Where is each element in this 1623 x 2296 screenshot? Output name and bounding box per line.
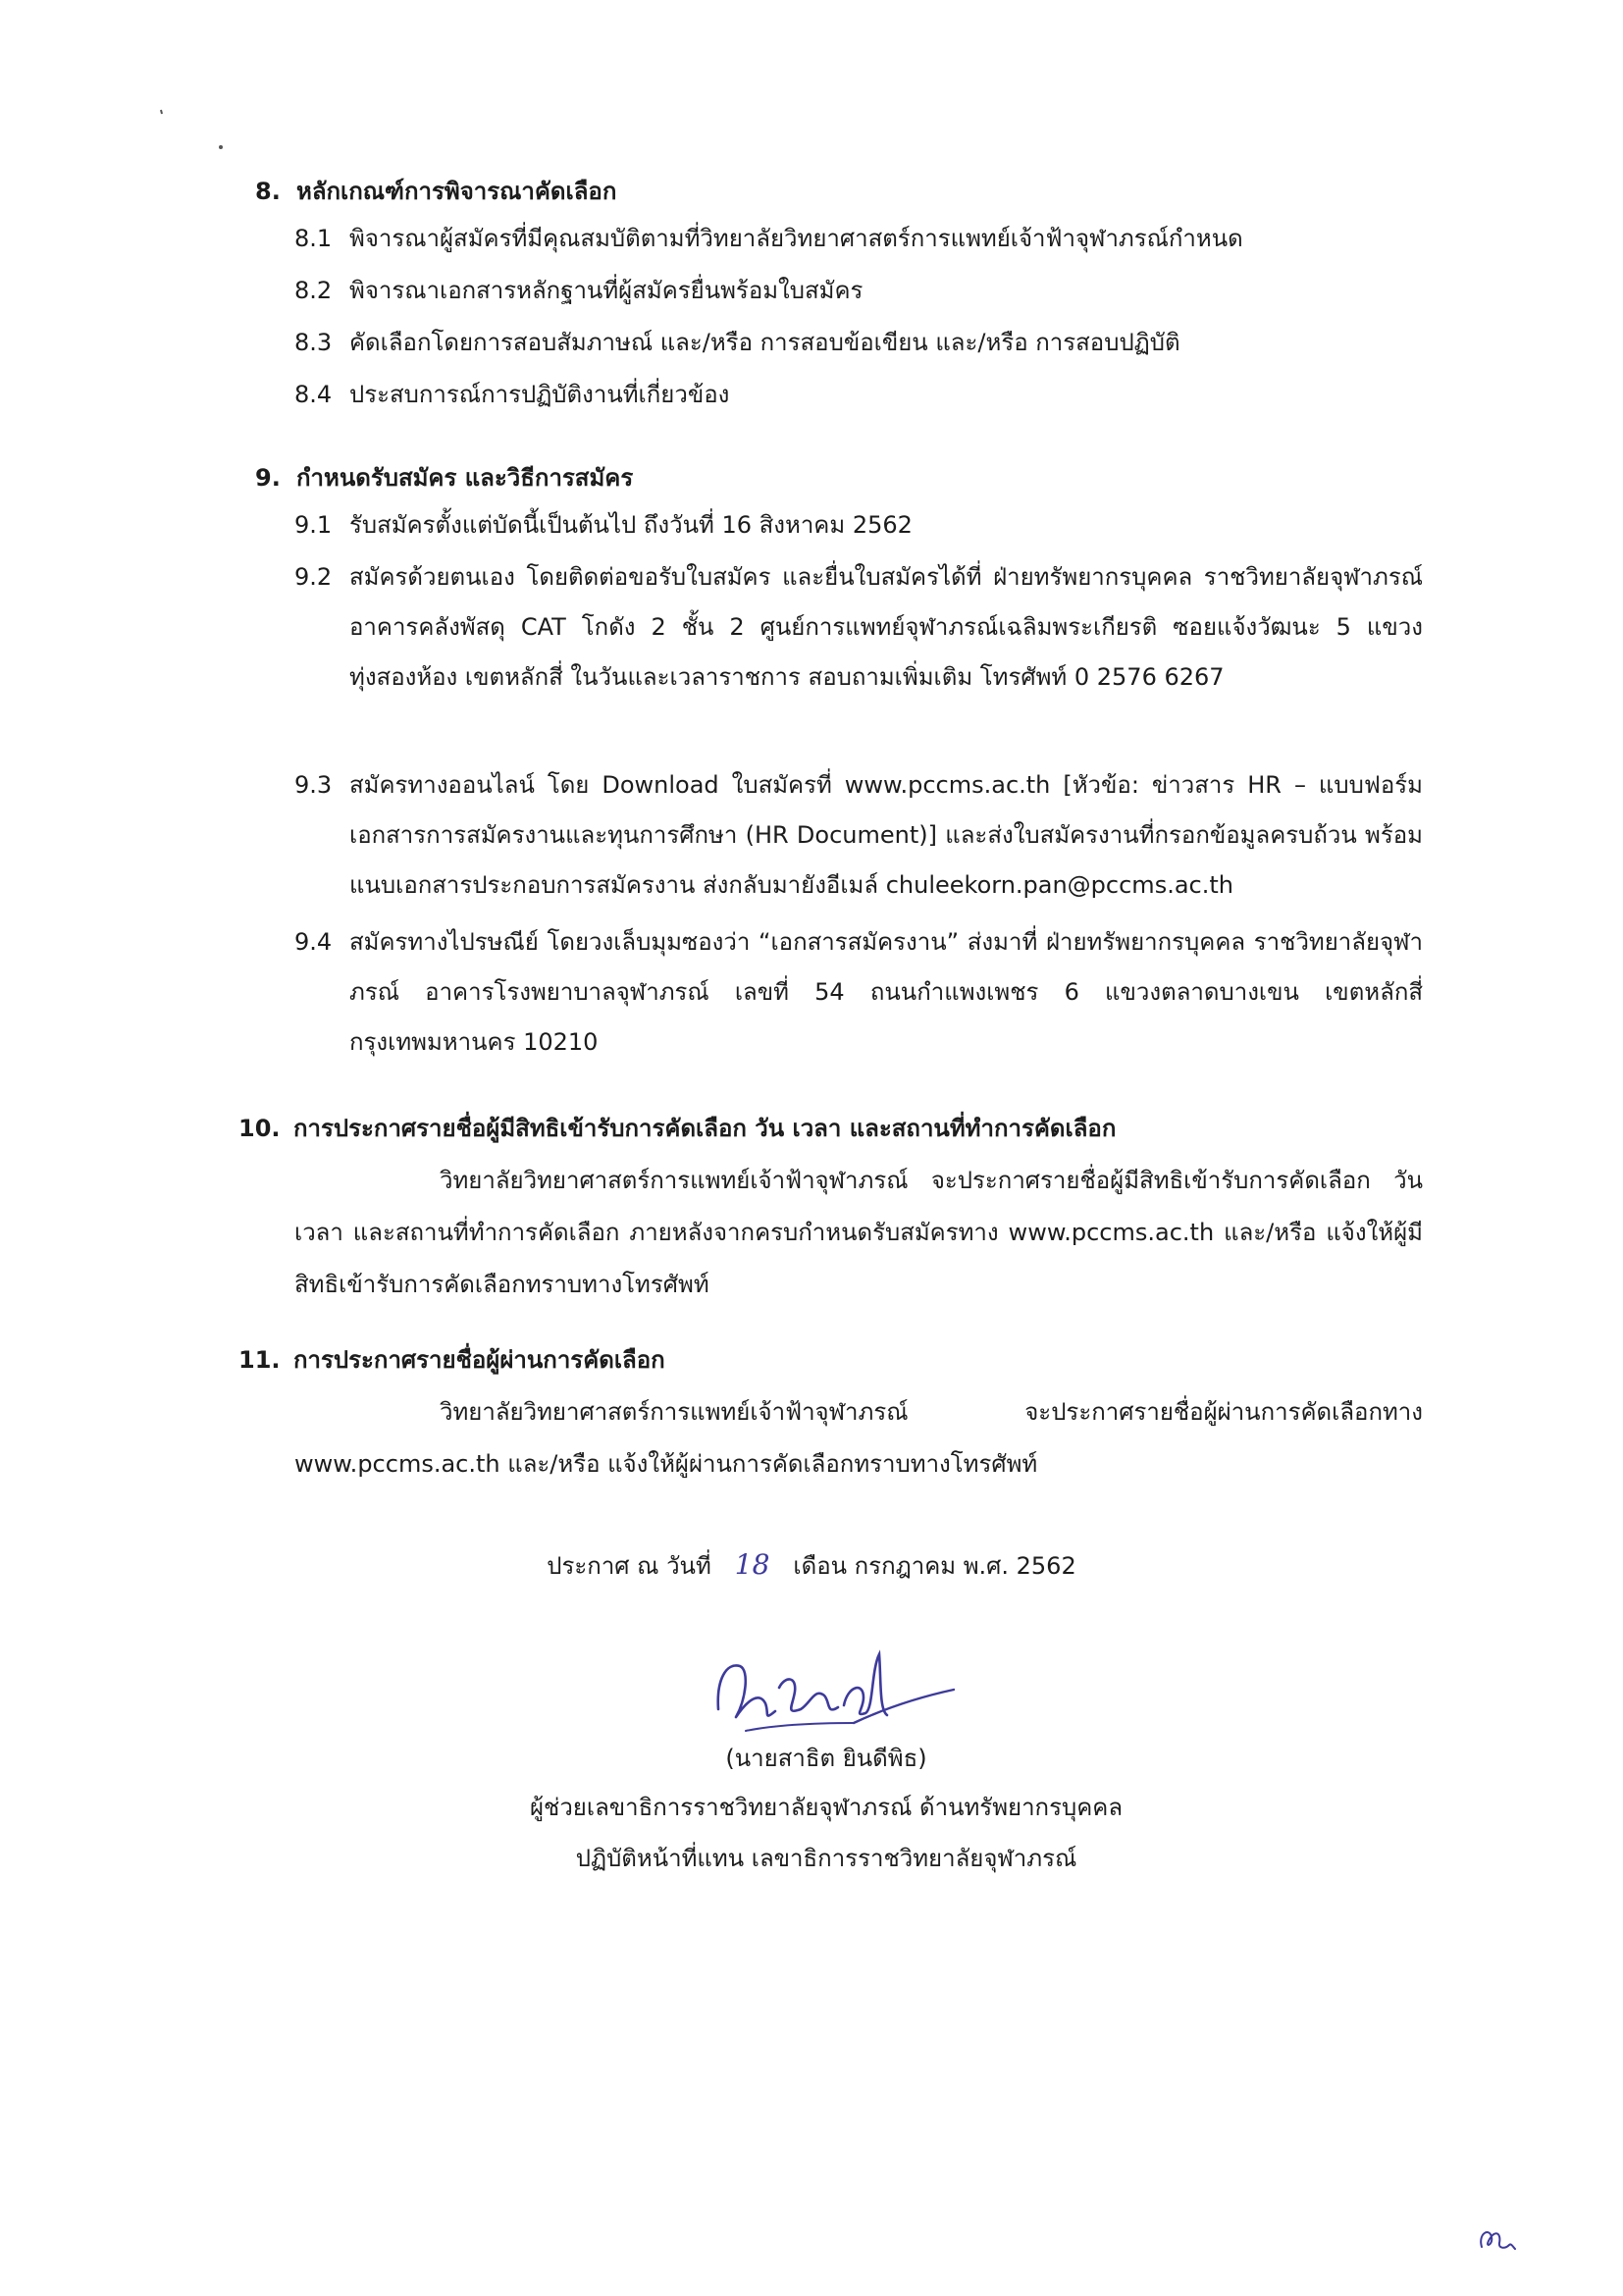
item-number: 8.2 [294, 277, 333, 304]
item-number: 9.3 [294, 771, 333, 799]
item-text: สมัครทางออนไลน์ โดย Download ใบสมัครที่ www.pccms.ac.th [หัวข้อ: ข่าวสาร HR – แบบฟอร์มเอกสารการสมัครงานและทุนการศึกษา (HR Document)] และส่งใบสมัครงานที่กรอกข้อมูลครบถ้วน พร้อมแนบเอกสารประกอบการสมัครงาน ส่งกลับมายังอีเมล์ chuleekorn.pan@pccms.ac.th [349, 771, 1423, 899]
item-text: รับสมัครตั้งแต่บัดนี้เป็นต้นไป ถึงวันที่ 16 สิงหาคม 2562 [349, 511, 913, 539]
section-9-number: 9. [255, 464, 281, 492]
item-text: พิจารณาเอกสารหลักฐานที่ผู้สมัครยื่นพร้อมใบสมัคร [349, 277, 864, 304]
item-text: สมัครทางไปรษณีย์ โดยวงเล็บมุมซองว่า “เอกสารสมัครงาน” ส่งมาที่ ฝ่ายทรัพยากรบุคคล ราชวิทยาลัยจุฬาภรณ์ อาคารโรงพยาบาลจุฬาภรณ์ เลขที่ 54 ถนนกำแพงเพชร 6 แขวงตลาดบางเขน เขตหลักสี่ กรุงเทพมหานคร 10210 [349, 928, 1423, 1056]
initials-mark [1472, 2219, 1521, 2259]
handwritten-signature [707, 1641, 962, 1748]
section-11-heading: การประกาศรายชื่อผู้ผ่านการคัดเลือก [293, 1346, 665, 1374]
item-9-4 [294, 917, 1423, 1068]
section-10-heading: การประกาศรายชื่อผู้มีสิทธิเข้ารับการคัดเลือก วัน เวลา และสถานที่ทำการคัดเลือก [293, 1115, 1117, 1142]
item-8-4 [294, 370, 1423, 420]
item-9-2 [294, 552, 1423, 703]
section-8-number: 8. [255, 178, 281, 205]
item-8-2 [294, 266, 1423, 316]
item-number: 8.1 [294, 225, 333, 252]
announcement-prefix: ประกาศ ณ วันที่ [547, 1552, 711, 1580]
section-10-number: 10. [238, 1115, 281, 1142]
section-11-paragraph: วิทยาลัยวิทยาศาสตร์การแพทย์เจ้าฟ้าจุฬาภรณ์ จะประกาศรายชื่อผู้ผ่านการคัดเลือกทาง www.pccms.ac.th และ/หรือ แจ้งให้ผู้ผ่านการคัดเลือกทราบทางโทรศัพท์ [294, 1398, 1423, 1478]
item-number: 9.4 [294, 928, 333, 956]
handwritten-day: 18 [734, 1548, 770, 1581]
item-text: ประสบการณ์การปฏิบัติงานที่เกี่ยวข้อง [349, 381, 730, 408]
item-8-3 [294, 318, 1423, 368]
item-number: 9.1 [294, 511, 333, 539]
scan-dot-mark [147, 98, 236, 157]
announcement-suffix: เดือน กรกฎาคม พ.ศ. 2562 [793, 1552, 1076, 1580]
signatory-position-line1: ผู้ช่วยเลขาธิการราชวิทยาลัยจุฬาภรณ์ ด้านทรัพยากรบุคคล [529, 1794, 1124, 1821]
item-9-1 [294, 500, 1423, 550]
item-text: สมัครด้วยตนเอง โดยติดต่อขอรับใบสมัคร และยื่นใบสมัครได้ที่ ฝ่ายทรัพยากรบุคคล ราชวิทยาลัยจุฬาภรณ์ อาคารคลังพัสดุ CAT โกดัง 2 ชั้น 2 ศูนย์การแพทย์จุฬาภรณ์เฉลิมพระเกียรติ ซอยแจ้งวัฒนะ 5 แขวงทุ่งสองห้อง เขตหลักสี่ ในวันและเวลาราชการ สอบถามเพิ่มเติม โทรศัพท์ 0 2576 6267 [349, 563, 1423, 691]
section-10-title [238, 1109, 1116, 1147]
section-8-heading: หลักเกณฑ์การพิจารณาคัดเลือก [296, 178, 617, 205]
item-text: พิจารณาผู้สมัครที่มีคุณสมบัติตามที่วิทยาลัยวิทยาศาสตร์การแพทย์เจ้าฟ้าจุฬาภรณ์กำหนด [349, 225, 1243, 252]
item-text: คัดเลือกโดยการสอบสัมภาษณ์ และ/หรือ การสอบข้อเขียน และ/หรือ การสอบปฏิบัติ [349, 329, 1180, 356]
section-10-paragraph: วิทยาลัยวิทยาศาสตร์การแพทย์เจ้าฟ้าจุฬาภรณ์ จะประกาศรายชื่อผู้มีสิทธิเข้ารับการคัดเลือก วัน เวลา และสถานที่ทำการคัดเลือก ภายหลังจากครบกำหนดรับสมัครทาง www.pccms.ac.th และ/หรือ แจ้งให้ผู้มีสิทธิเข้ารับการคัดเลือกทราบทางโทรศัพท์ [294, 1167, 1423, 1298]
item-9-3 [294, 760, 1423, 911]
signatory-name: (นายสาธิต ยินดีพิธ) [725, 1745, 927, 1772]
item-8-1 [294, 214, 1423, 264]
announcement-date-line [0, 1546, 1623, 1585]
section-8-title [255, 172, 616, 210]
signatory-position-line2: ปฏิบัติหน้าที่แทน เลขาธิการราชวิทยาลัยจุฬาภรณ์ [575, 1845, 1077, 1872]
section-11-title [238, 1340, 665, 1379]
item-number: 9.2 [294, 563, 333, 591]
item-number: 8.4 [294, 381, 333, 408]
section-11-number: 11. [238, 1346, 281, 1374]
item-number: 8.3 [294, 329, 333, 356]
section-9-heading: กำหนดรับสมัคร และวิธีการสมัคร [296, 464, 634, 492]
section-9-title [255, 458, 633, 496]
